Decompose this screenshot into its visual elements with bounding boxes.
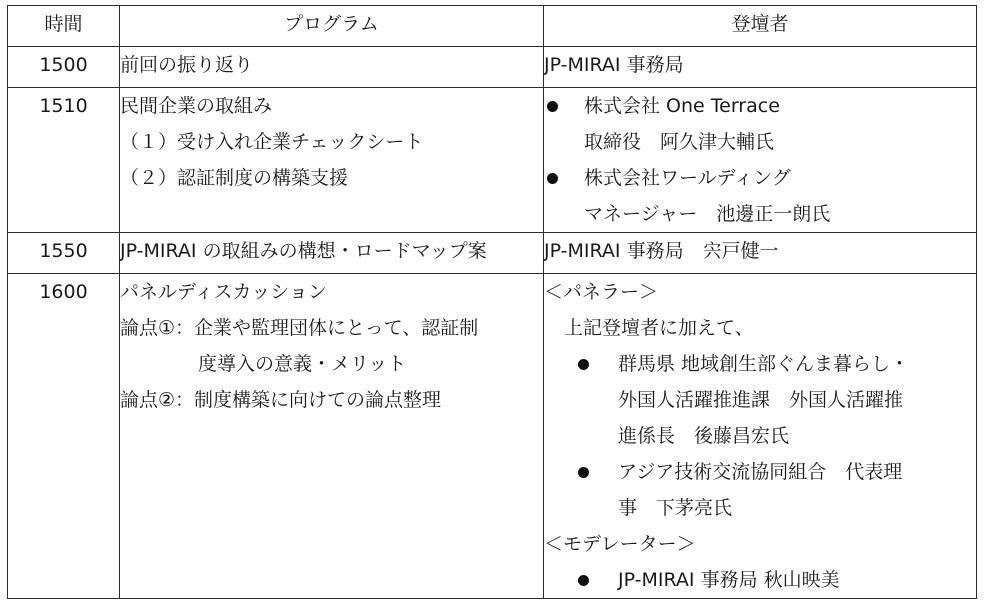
table-row [8, 47, 977, 88]
time-cell: 1510 [8, 88, 120, 233]
moderator-label: ＜モデレーター＞ [544, 533, 696, 555]
panel-intro: 上記登壇者に加えて、 [564, 317, 754, 339]
moderator-name: JP-MIRAI 事務局 秋山映美 [618, 569, 840, 591]
panelist-line: 事 下茅亮氏 [618, 497, 733, 519]
speaker-person: マネージャー 池邊正一朗氏 [584, 203, 831, 225]
speakers-cell [544, 274, 977, 599]
speaker-line: JP-MIRAI 事務局 宍戸健一 [544, 240, 779, 262]
table-row [8, 88, 977, 233]
panelist-item [544, 346, 976, 382]
panelist-line: アジア技術交流協同組合 代表理 [618, 461, 903, 483]
program-topic-continued: 度導入の意義・メリット [198, 353, 407, 375]
bullet-icon [578, 575, 589, 586]
program-cell [120, 47, 544, 88]
table-row [8, 274, 977, 599]
speakers-cell [544, 47, 977, 88]
bullet-icon [547, 173, 558, 184]
program-line: JP-MIRAI の取組みの構想・ロードマップ案 [120, 240, 487, 262]
program-cell [120, 88, 544, 233]
panelist-item [544, 454, 976, 490]
time-cell: 1600 [8, 274, 120, 599]
speaker-bullet-item [544, 88, 976, 124]
program-line: 民間企業の取組み [120, 95, 273, 117]
program-subitem: （１）受け入れ企業チェックシート [120, 131, 424, 153]
speaker-person: 取締役 阿久津大輔氏 [584, 131, 775, 153]
panelist-line: 外国人活躍推進課 外国人活躍推 [618, 389, 904, 411]
table-row [8, 233, 977, 274]
program-topic: 論点①：企業や監理団体にとって、認証制 [120, 317, 479, 339]
bullet-icon [578, 359, 589, 370]
header-speakers: 登壇者 [544, 6, 977, 47]
program-subitem: （２）認証制度の構築支援 [120, 167, 349, 189]
header-time: 時間 [8, 6, 120, 47]
bullet-icon [547, 101, 558, 112]
time-cell: 1500 [8, 47, 120, 88]
program-cell [120, 233, 544, 274]
table-header-row [8, 6, 977, 47]
header-program: プログラム [120, 6, 544, 47]
speaker-org: 株式会社 One Terrace [584, 95, 780, 117]
program-cell [120, 274, 544, 599]
panel-label: ＜パネラー＞ [544, 281, 659, 303]
time-cell: 1550 [8, 233, 120, 274]
program-title: パネルディスカッション [120, 281, 327, 303]
speaker-org: 株式会社ワールディング [584, 167, 791, 189]
panelist-line: 進係長 後藤昌宏氏 [618, 425, 790, 447]
speakers-cell [544, 88, 977, 233]
program-line: 前回の振り返り [120, 54, 254, 76]
program-topic: 論点②：制度構築に向けての論点整理 [120, 389, 442, 411]
speakers-cell [544, 233, 977, 274]
schedule-table [7, 5, 977, 599]
bullet-icon [578, 467, 589, 478]
moderator-item [544, 562, 976, 598]
speaker-bullet-item [544, 160, 976, 196]
speaker-line: JP-MIRAI 事務局 [544, 54, 684, 76]
panelist-line: 群馬県 地域創生部ぐんま暮らし・ [618, 353, 910, 375]
